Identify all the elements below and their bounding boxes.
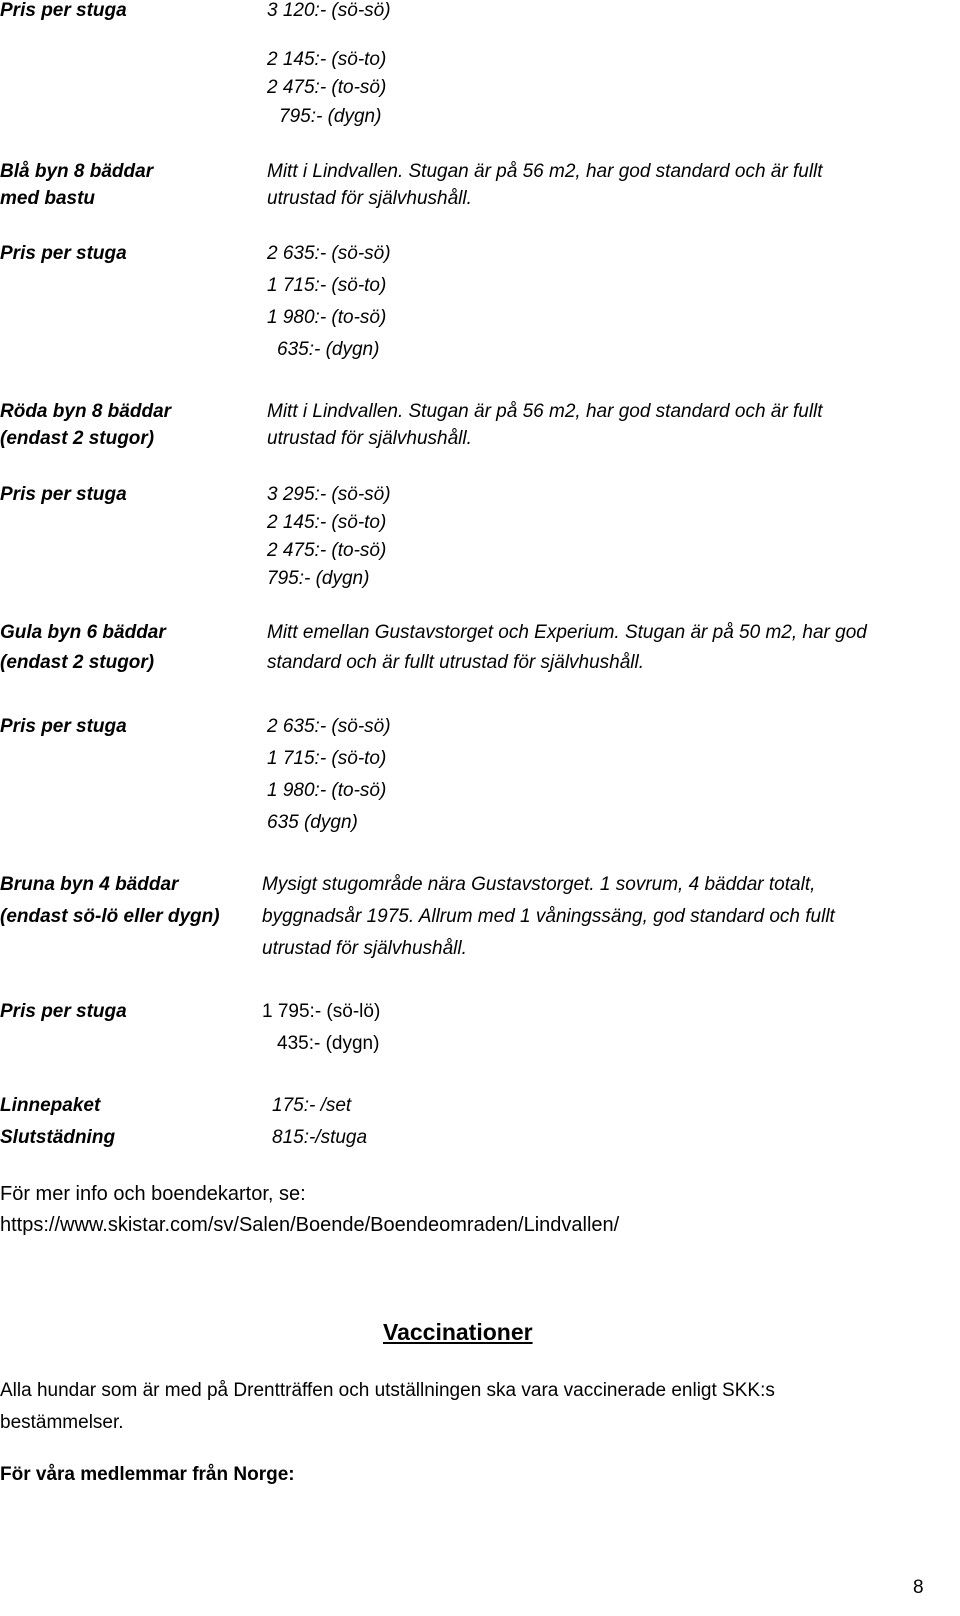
price-line: 435:- (dygn) [277, 1033, 380, 1054]
cabin-name: Blå byn 8 bäddar [0, 161, 154, 182]
cabin-name-sub: med bastu [0, 188, 96, 209]
extra-price-cleaning: 815:-/stuga [272, 1127, 368, 1148]
norway-heading: För våra medlemmar från Norge: [0, 1464, 295, 1485]
price-line: 1 715:- (sö-to) [267, 748, 387, 769]
price-label: Pris per stuga [0, 0, 127, 21]
cabin-description: utrustad för självhushåll. [262, 938, 467, 959]
price-line: 3 120:- (sö-sö) [267, 0, 391, 21]
price-label: Pris per stuga [0, 716, 127, 737]
price-line: 3 295:- (sö-sö) [267, 484, 391, 505]
price-line: 2 635:- (sö-sö) [267, 243, 391, 264]
cabin-description: Mitt i Lindvallen. Stugan är på 56 m2, har god standard och är fullt [267, 161, 823, 182]
price-line: 1 980:- (to-sö) [267, 780, 387, 801]
price-line: 2 635:- (sö-sö) [267, 716, 391, 737]
cabin-name-sub: (endast 2 stugor) [0, 428, 155, 449]
more-info-text: För mer info och boendekartor, se: [0, 1183, 306, 1205]
more-info-link[interactable]: https://www.skistar.com/sv/Salen/Boende/Boendeomraden/Lindvallen/ [0, 1214, 620, 1236]
extra-label-cleaning: Slutstädning [0, 1127, 116, 1148]
cabin-description: byggnadsår 1975. Allrum med 1 våningssäng, god standard och fullt [262, 906, 835, 927]
extra-price-linen: 175:- /set [272, 1095, 352, 1116]
price-line: 1 795:- (sö-lö) [262, 1001, 381, 1022]
price-line: 635 (dygn) [267, 812, 358, 833]
cabin-description: Mitt i Lindvallen. Stugan är på 56 m2, har god standard och är fullt [267, 401, 823, 422]
price-line: 795:- (dygn) [267, 568, 370, 589]
price-line: 635:- (dygn) [277, 339, 380, 360]
cabin-name: Bruna byn 4 bäddar [0, 874, 179, 895]
price-line: 1 715:- (sö-to) [267, 275, 387, 296]
cabin-description: utrustad för självhushåll. [267, 188, 472, 209]
price-line: 2 145:- (sö-to) [267, 49, 387, 70]
vaccination-text: bestämmelser. [0, 1412, 124, 1433]
cabin-description: utrustad för självhushåll. [267, 428, 472, 449]
extra-label-linen: Linnepaket [0, 1095, 101, 1116]
price-label: Pris per stuga [0, 484, 127, 505]
section-heading: Vaccinationer [383, 1319, 533, 1345]
cabin-name: Gula byn 6 bäddar [0, 622, 166, 643]
cabin-name: Röda byn 8 bäddar [0, 401, 172, 422]
price-label: Pris per stuga [0, 243, 127, 264]
price-line: 795:- (dygn) [279, 106, 382, 127]
cabin-name-sub: (endast 2 stugor) [0, 652, 155, 673]
cabin-description: Mitt emellan Gustavstorget och Experium. Stugan är på 50 m2, har god [267, 622, 867, 643]
cabin-description: Mysigt stugområde nära Gustavstorget. 1 sovrum, 4 bäddar totalt, [262, 874, 816, 895]
page-number: 8 [913, 1577, 924, 1598]
cabin-description: standard och är fullt utrustad för självhushåll. [267, 652, 645, 673]
price-line: 2 145:- (sö-to) [267, 512, 387, 533]
vaccination-text: Alla hundar som är med på Drentträffen och utställningen ska vara vaccinerade enligt SKK:s [0, 1380, 775, 1401]
price-line: 2 475:- (to-sö) [267, 77, 387, 98]
cabin-name-sub: (endast sö-lö eller dygn) [0, 906, 220, 927]
price-label: Pris per stuga [0, 1001, 127, 1022]
price-line: 1 980:- (to-sö) [267, 307, 387, 328]
price-line: 2 475:- (to-sö) [267, 540, 387, 561]
